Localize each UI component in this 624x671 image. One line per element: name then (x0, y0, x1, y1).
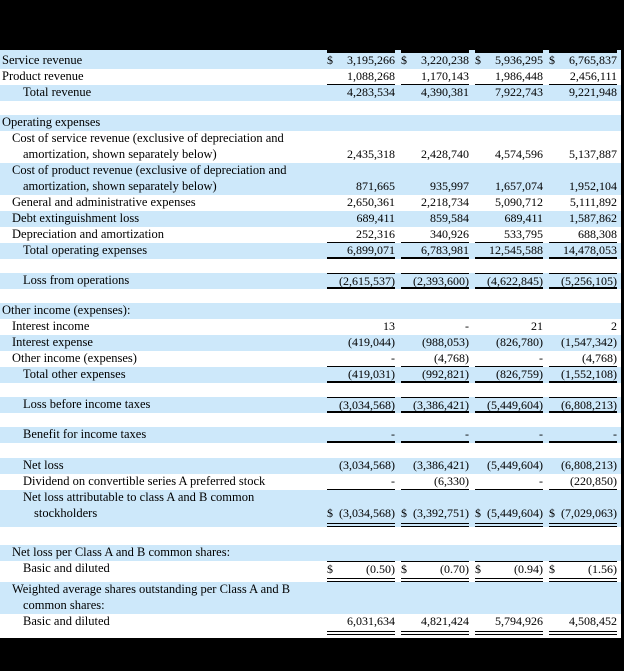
cell-value: 6,783,981 (421, 243, 469, 257)
table-row (0, 115, 621, 131)
cell-value: (826,759) (496, 367, 543, 381)
cell-value: 6,765,837 (569, 53, 617, 67)
currency-symbol: $ (327, 53, 333, 67)
cell-value: 5,090,712 (495, 195, 543, 209)
value-cell (549, 367, 617, 383)
currency-symbol: $ (401, 53, 407, 67)
cell-value: - (539, 351, 543, 365)
cell-value: 2,456,111 (569, 69, 617, 83)
row-label: Interest income (12, 319, 90, 333)
cell-value: (992,821) (422, 367, 469, 381)
cell-value: (2,615,537) (339, 274, 395, 288)
value-cell (549, 506, 617, 527)
cell-value: (3,392,751) (413, 506, 469, 520)
currency-symbol: $ (475, 506, 481, 520)
cell-value: 2,428,740 (421, 147, 469, 161)
row-label: Basic and diluted (23, 614, 110, 628)
cell-value: 1,088,268 (347, 69, 395, 83)
cell-value: (7,029,063) (561, 506, 617, 520)
currency-symbol: $ (549, 53, 555, 67)
value-cell (327, 427, 395, 443)
value-cell (475, 195, 543, 211)
value-cell (327, 506, 395, 527)
value-cell (549, 397, 617, 413)
value-cell (475, 367, 543, 383)
cell-value: (419,044) (348, 335, 395, 349)
value-cell (549, 614, 617, 635)
value-cell (475, 211, 543, 227)
value-cell (327, 397, 395, 413)
table-row (0, 243, 621, 259)
value-cell (401, 367, 469, 383)
cell-value: (5,256,105) (561, 274, 617, 288)
table-row (0, 179, 621, 195)
cell-value: - (539, 474, 543, 488)
currency-symbol: $ (327, 506, 333, 520)
value-cell (327, 273, 395, 289)
table-row (0, 303, 621, 319)
row-label: Weighted average shares outstanding per Class A and B (12, 582, 291, 596)
table-row (0, 163, 621, 179)
value-cell (549, 273, 617, 289)
currency-symbol: $ (327, 562, 333, 576)
value-cell (475, 397, 543, 413)
spacer-row (0, 383, 621, 397)
value-cell (549, 319, 617, 335)
cell-value: (419,031) (348, 367, 395, 381)
table-row (0, 85, 621, 101)
cell-value: 533,795 (504, 227, 543, 241)
row-label: Other income (expenses): (2, 303, 131, 317)
table-row (0, 490, 621, 506)
income-statement-table (0, 50, 621, 638)
value-cell (401, 85, 469, 101)
cell-value: (3,034,568) (339, 458, 395, 472)
value-cell (549, 195, 617, 211)
value-cell (327, 53, 395, 69)
value-cell (475, 273, 543, 289)
cell-value: 6,899,071 (347, 243, 395, 257)
cell-value: 5,794,926 (495, 614, 543, 628)
cell-value: 1,657,074 (495, 179, 543, 193)
table-row (0, 582, 621, 598)
table-row (0, 319, 621, 335)
value-cell (475, 179, 543, 195)
cell-value: 4,390,381 (421, 85, 469, 99)
value-cell (327, 474, 395, 490)
value-cell (475, 474, 543, 490)
value-cell (549, 147, 617, 163)
row-label: Cost of service revenue (exclusive of depreciation and (12, 131, 284, 145)
row-label: Other income (expenses) (12, 351, 137, 365)
cell-value: 4,283,534 (347, 85, 395, 99)
table-row (0, 561, 621, 582)
cell-value: (3,386,421) (413, 398, 469, 412)
row-label: amortization, shown separately below) (23, 179, 217, 193)
letterbox-top (0, 0, 624, 50)
value-cell (475, 243, 543, 259)
value-cell (475, 458, 543, 474)
value-cell (549, 427, 617, 443)
cell-value: (5,449,604) (487, 458, 543, 472)
table-row (0, 614, 621, 635)
table-row (0, 427, 621, 443)
row-label: Basic and diluted (23, 561, 110, 575)
value-cell (401, 561, 469, 582)
cell-value: 13 (383, 319, 395, 333)
value-cell (549, 227, 617, 243)
cell-value: 1,587,862 (569, 211, 617, 225)
row-label: Depreciation and amortization (12, 227, 165, 241)
value-cell (401, 427, 469, 443)
row-label: Total operating expenses (23, 243, 148, 257)
value-cell (475, 319, 543, 335)
value-cell (401, 351, 469, 367)
value-cell (401, 211, 469, 227)
value-cell (401, 243, 469, 259)
cell-value: 4,821,424 (421, 614, 469, 628)
cell-value: 5,936,295 (495, 53, 543, 67)
cell-value: (1,547,342) (561, 335, 617, 349)
value-cell (475, 614, 543, 635)
spacer-row (0, 527, 621, 545)
cell-value: (5,449,604) (487, 398, 543, 412)
value-cell (327, 243, 395, 259)
cell-value: 859,584 (430, 211, 469, 225)
value-cell (549, 179, 617, 195)
value-cell (327, 367, 395, 383)
value-cell (401, 273, 469, 289)
spacer-row (0, 443, 621, 458)
row-label: amortization, shown separately below) (23, 147, 217, 161)
value-cell (327, 319, 395, 335)
cell-value: (4,768) (434, 351, 469, 365)
row-label: Operating expenses (2, 115, 101, 129)
cell-value: - (391, 351, 395, 365)
cell-value: (5,449,604) (487, 506, 543, 520)
cell-value: 1,170,143 (421, 69, 469, 83)
letterbox-bottom (0, 638, 624, 671)
value-cell (401, 53, 469, 69)
value-cell (549, 53, 617, 69)
cell-value: 340,926 (430, 227, 469, 241)
value-cell (401, 335, 469, 351)
cell-value: (3,386,421) (413, 458, 469, 472)
value-cell (475, 506, 543, 527)
value-cell (475, 351, 543, 367)
cell-value: 252,316 (356, 227, 395, 241)
table-row (0, 351, 621, 367)
value-cell (327, 227, 395, 243)
cell-value: 689,411 (356, 211, 395, 225)
cell-value: - (539, 427, 543, 441)
table-row (0, 506, 621, 527)
value-cell (475, 85, 543, 101)
cell-value: - (465, 319, 469, 333)
value-cell (475, 147, 543, 163)
row-label: Product revenue (2, 69, 84, 83)
cell-value: (988,053) (422, 335, 469, 349)
table-row (0, 545, 621, 561)
value-cell (327, 351, 395, 367)
currency-symbol: $ (549, 506, 555, 520)
row-label: General and administrative expenses (12, 195, 196, 209)
value-cell (549, 243, 617, 259)
cell-value: - (391, 474, 395, 488)
cell-value: 2,218,734 (421, 195, 469, 209)
cell-value: 2 (611, 319, 617, 333)
table-row (0, 69, 621, 85)
spacer-row (0, 413, 621, 427)
cell-value: (1.56) (588, 562, 617, 576)
value-cell (327, 179, 395, 195)
value-cell (475, 53, 543, 69)
value-cell (327, 147, 395, 163)
value-cell (327, 69, 395, 85)
value-cell (475, 427, 543, 443)
value-cell (401, 147, 469, 163)
value-cell (475, 227, 543, 243)
cell-value: (2,393,600) (413, 274, 469, 288)
cell-value: - (465, 427, 469, 441)
cell-value: (0.94) (514, 562, 543, 576)
row-label: Loss from operations (23, 273, 130, 287)
value-cell (401, 69, 469, 85)
cell-value: 5,137,887 (569, 147, 617, 161)
value-cell (549, 335, 617, 351)
row-label: Total other expenses (23, 367, 126, 381)
cell-value: (1,552,108) (561, 367, 617, 381)
cell-value: (3,034,568) (339, 398, 395, 412)
value-cell (475, 561, 543, 582)
row-label: Total revenue (23, 85, 92, 99)
cell-value: (4,768) (582, 351, 617, 365)
cell-value: 689,411 (504, 211, 543, 225)
value-cell (401, 397, 469, 413)
value-cell (401, 506, 469, 527)
cell-value: 3,220,238 (421, 53, 469, 67)
table-row (0, 458, 621, 474)
cell-value: 3,195,266 (347, 53, 395, 67)
cell-value: 14,478,053 (563, 243, 617, 257)
cell-value: 2,435,318 (347, 147, 395, 161)
spacer-row (0, 101, 621, 115)
table-row (0, 195, 621, 211)
table-row (0, 273, 621, 289)
row-label: Cost of product revenue (exclusive of depreciation and (12, 163, 287, 177)
spacer-row (0, 259, 621, 273)
cell-value: (4,622,845) (487, 274, 543, 288)
table-row (0, 598, 621, 614)
table-row (0, 397, 621, 413)
cell-value: (3,034,568) (339, 506, 395, 520)
cell-value: 9,221,948 (569, 85, 617, 99)
value-cell (549, 351, 617, 367)
currency-symbol: $ (475, 53, 481, 67)
cell-value: 688,308 (578, 227, 617, 241)
row-label: Interest expense (12, 335, 93, 349)
cell-value: 7,922,743 (495, 85, 543, 99)
value-cell (401, 614, 469, 635)
cell-value: (826,780) (496, 335, 543, 349)
value-cell (549, 458, 617, 474)
cell-value: - (391, 427, 395, 441)
cell-value: 1,952,104 (569, 179, 617, 193)
cell-value: 5,111,892 (569, 195, 617, 209)
cell-value: 4,574,596 (495, 147, 543, 161)
table-row (0, 367, 621, 383)
value-cell (401, 458, 469, 474)
value-cell (327, 614, 395, 635)
cell-value: 2,650,361 (347, 195, 395, 209)
value-cell (327, 561, 395, 582)
value-cell (327, 195, 395, 211)
row-label: Net loss (23, 458, 64, 472)
row-label: common shares: (23, 598, 105, 612)
cell-value: (6,808,213) (561, 458, 617, 472)
value-cell (475, 69, 543, 85)
cell-value: 12,545,588 (489, 243, 543, 257)
table-row (0, 474, 621, 490)
cell-value: 871,665 (356, 179, 395, 193)
value-cell (401, 195, 469, 211)
value-cell (401, 179, 469, 195)
value-cell (327, 85, 395, 101)
spacer-row (0, 289, 621, 303)
row-label: Debt extinguishment loss (12, 211, 140, 225)
cell-value: (0.50) (366, 562, 395, 576)
cell-value: 6,031,634 (347, 614, 395, 628)
table-row (0, 131, 621, 147)
cell-value: (220,850) (570, 474, 617, 488)
value-cell (549, 561, 617, 582)
value-cell (475, 335, 543, 351)
cell-value: - (613, 427, 617, 441)
row-label: Loss before income taxes (23, 397, 151, 411)
currency-symbol: $ (401, 506, 407, 520)
value-cell (327, 211, 395, 227)
value-cell (549, 474, 617, 490)
value-cell (327, 335, 395, 351)
currency-symbol: $ (475, 562, 481, 576)
row-label: Net loss per Class A and B common shares: (12, 545, 231, 559)
currency-symbol: $ (549, 562, 555, 576)
table-row (0, 227, 621, 243)
table-row (0, 53, 621, 69)
row-label: stockholders (34, 506, 98, 520)
table-row (0, 147, 621, 163)
cell-value: 935,997 (430, 179, 469, 193)
value-cell (549, 85, 617, 101)
cell-value: (6,330) (434, 474, 469, 488)
cell-value: (0.70) (440, 562, 469, 576)
value-cell (327, 458, 395, 474)
table-row (0, 335, 621, 351)
row-label: Dividend on convertible series A preferred stock (23, 474, 266, 488)
value-cell (401, 319, 469, 335)
cell-value: 1,986,448 (495, 69, 543, 83)
row-label: Benefit for income taxes (23, 427, 147, 441)
cell-value: 21 (531, 319, 543, 333)
row-label: Net loss attributable to class A and B common (23, 490, 255, 504)
cell-value: 4,508,452 (569, 614, 617, 628)
value-cell (549, 69, 617, 85)
value-cell (401, 474, 469, 490)
row-label: Service revenue (2, 53, 83, 67)
value-cell (401, 227, 469, 243)
value-cell (549, 211, 617, 227)
table-row (0, 211, 621, 227)
currency-symbol: $ (401, 562, 407, 576)
cell-value: (6,808,213) (561, 398, 617, 412)
